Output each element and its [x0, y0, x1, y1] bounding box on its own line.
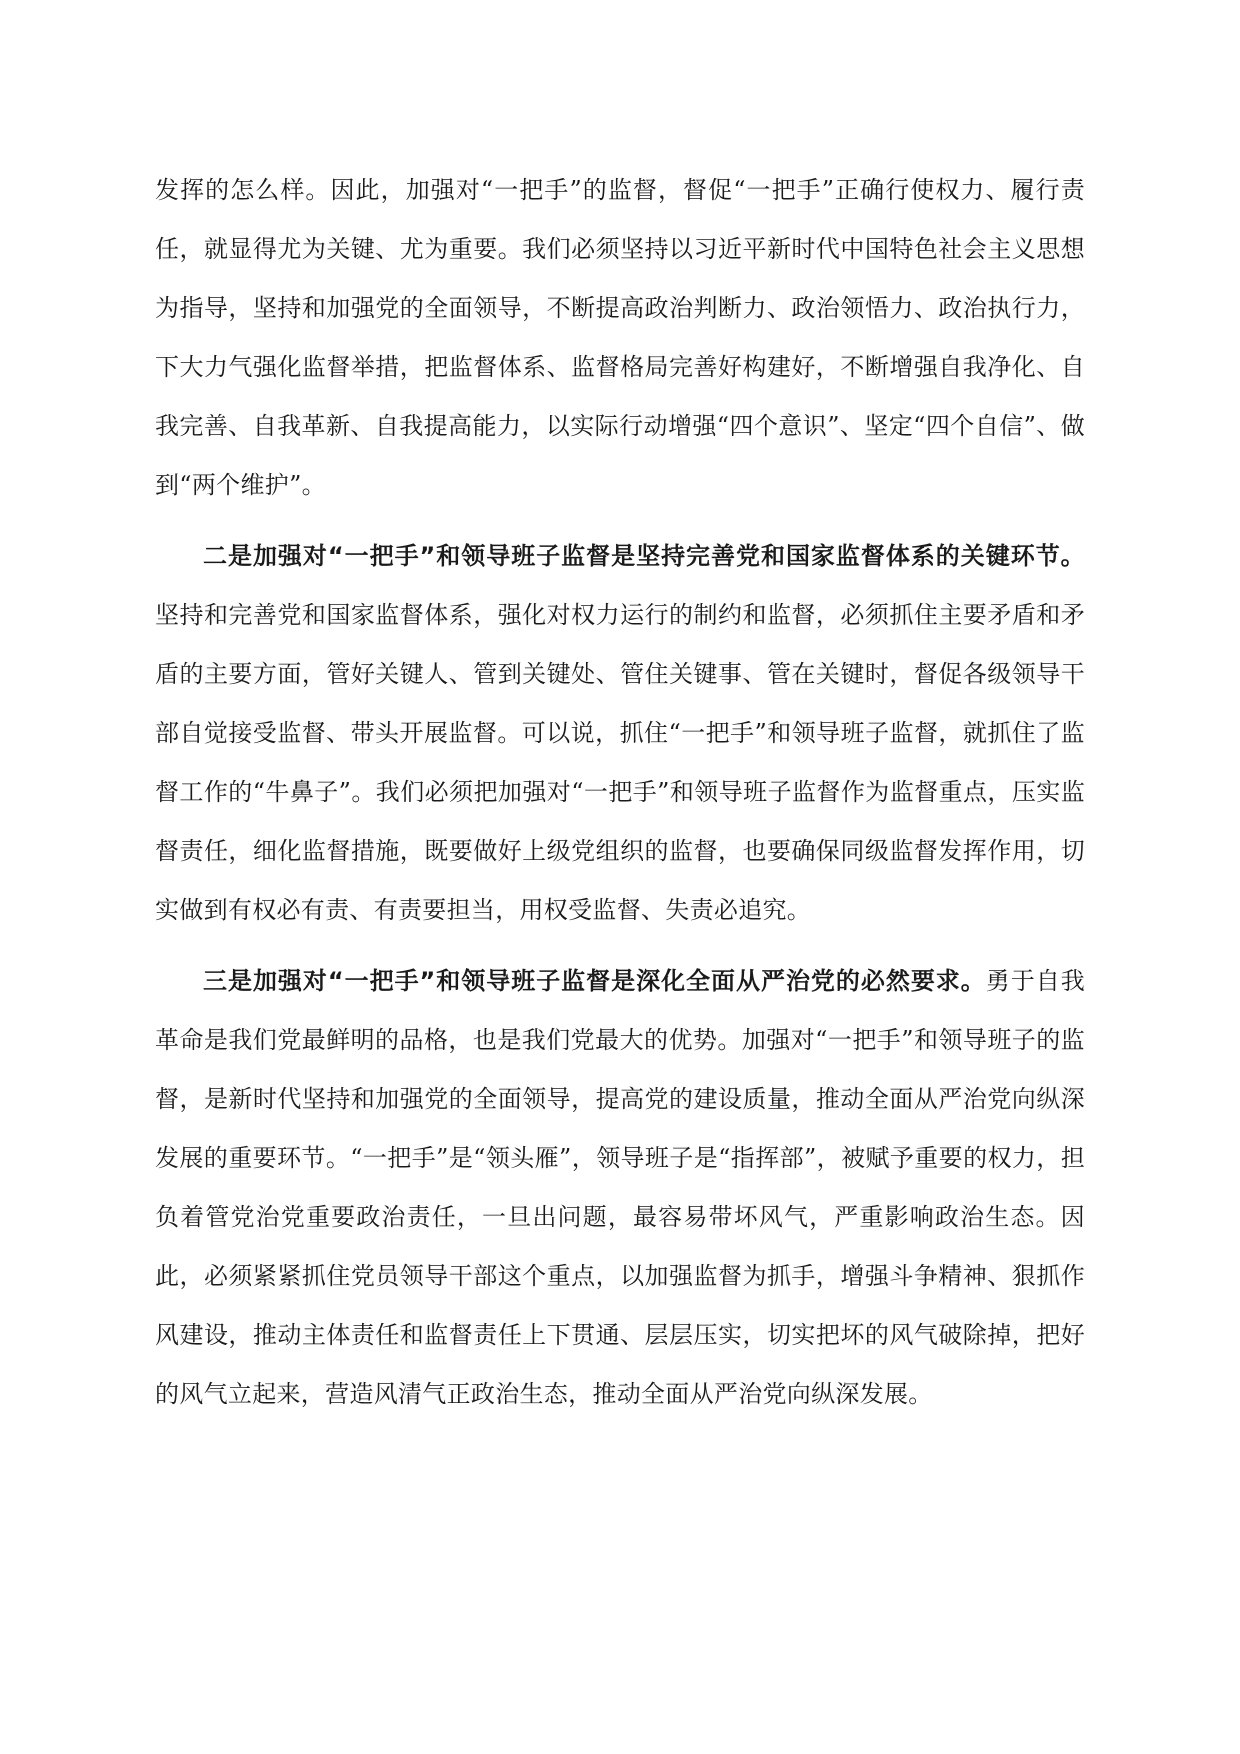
paragraph-lead-sentence: 二是加强对“一把手”和领导班子监督是坚持完善党和国家监督体系的关键环节。 [203, 542, 1085, 570]
paragraph-lead-sentence: 三是加强对“一把手”和领导班子监督是深化全面从严治党的必然要求。 [203, 967, 986, 995]
paragraph-continuation [155, 161, 1085, 515]
document-body [155, 161, 1085, 1424]
paragraph-point-three [155, 952, 1085, 1424]
paragraph-text: 坚持和完善党和国家监督体系，强化对权力运行的制约和监督，必须抓住主要矛盾和矛盾的主要方面，管好关键人、管到关键处、管住关键事、管在关键时，督促各级领导干部自觉接受监督、带头开展监督。可以说，抓住“一把手”和领导班子监督，就抓住了监督工作的“牛鼻子”。我们必须把加强对“一把手”和领导班子监督作为监督重点，压实监督责任，细化监督措施，既要做好上级党组织的监督，也要确保同级监督发挥作用，切实做到有权必有责、有责要担当，用权受监督、失责必追究。 [155, 601, 1085, 924]
paragraph-point-two [155, 527, 1085, 940]
paragraph-text: 发挥的怎么样。因此，加强对“一把手”的监督，督促“一把手”正确行使权力、履行责任，就显得尤为关键、尤为重要。我们必须坚持以习近平新时代中国特色社会主义思想为指导，坚持和加强党的全面领导，不断提高政治判断力、政治领悟力、政治执行力，下大力气强化监督举措，把监督体系、监督格局完善好构建好，不断增强自我净化、自我完善、自我革新、自我提高能力，以实际行动增强“四个意识”、坚定“四个自信”、做到“两个维护”。 [155, 176, 1085, 499]
paragraph-text: 勇于自我革命是我们党最鲜明的品格，也是我们党最大的优势。加强对“一把手”和领导班子的监督，是新时代坚持和加强党的全面领导，提高党的建设质量，推动全面从严治党向纵深发展的重要环节。“一把手”是“领头雁”，领导班子是“指挥部”，被赋予重要的权力，担负着管党治党重要政治责任，一旦出问题，最容易带坏风气，严重影响政治生态。因此，必须紧紧抓住党员领导干部这个重点，以加强监督为抓手，增强斗争精神、狠抓作风建设，推动主体责任和监督责任上下贯通、层层压实，切实把坏的风气破除掉，把好的风气立起来，营造风清气正政治生态，推动全面从严治党向纵深发展。 [155, 967, 1085, 1408]
